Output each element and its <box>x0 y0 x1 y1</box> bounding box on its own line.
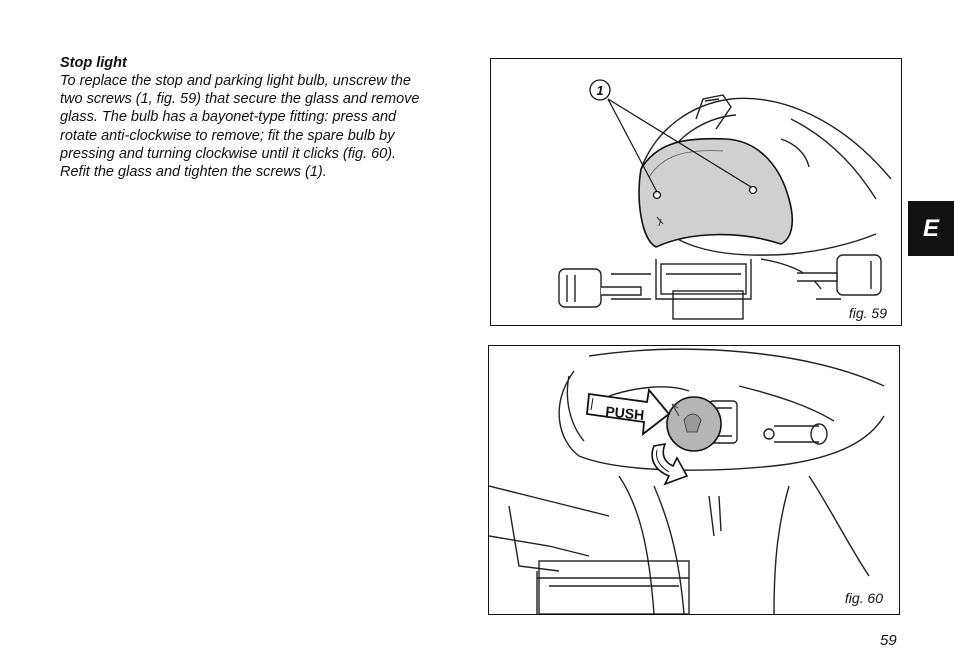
callout-number: 1 <box>596 83 604 98</box>
body-line-6: Refit the glass and tighten the screws (1). <box>60 164 327 181</box>
figure-59-caption: fig. 59 <box>848 305 887 321</box>
screw-left <box>654 192 661 199</box>
tail-light-glass <box>639 139 792 247</box>
section-heading: Stop light <box>60 55 127 71</box>
push-label: PUSH <box>604 403 646 424</box>
body-line-1: To replace the stop and parking light bulb, unscrew the <box>60 73 411 89</box>
rotate-arrow <box>652 444 687 484</box>
figure-60-caption: fig. 60 <box>844 590 883 606</box>
page-number: 59 <box>880 632 897 649</box>
body-line-2: two screws (1, fig. 59) that secure the glass and remove <box>60 91 420 108</box>
bulb-removal-illustration <box>489 346 899 614</box>
body-line-4: rotate anti-clockwise to remove; fit the spare bulb by <box>60 127 395 144</box>
body-line-3: glass. The bulb has a bayonet-type fitting: press and <box>60 109 397 126</box>
instruction-text <box>60 54 470 181</box>
body-line-5: pressing and turning clockwise until it clicks (fig. 60). <box>60 145 397 162</box>
language-tab: E <box>908 201 954 256</box>
tail-light-glass-illustration <box>491 59 901 325</box>
figure-60 <box>488 345 900 615</box>
screw-right <box>750 187 757 194</box>
figure-59 <box>490 58 902 326</box>
